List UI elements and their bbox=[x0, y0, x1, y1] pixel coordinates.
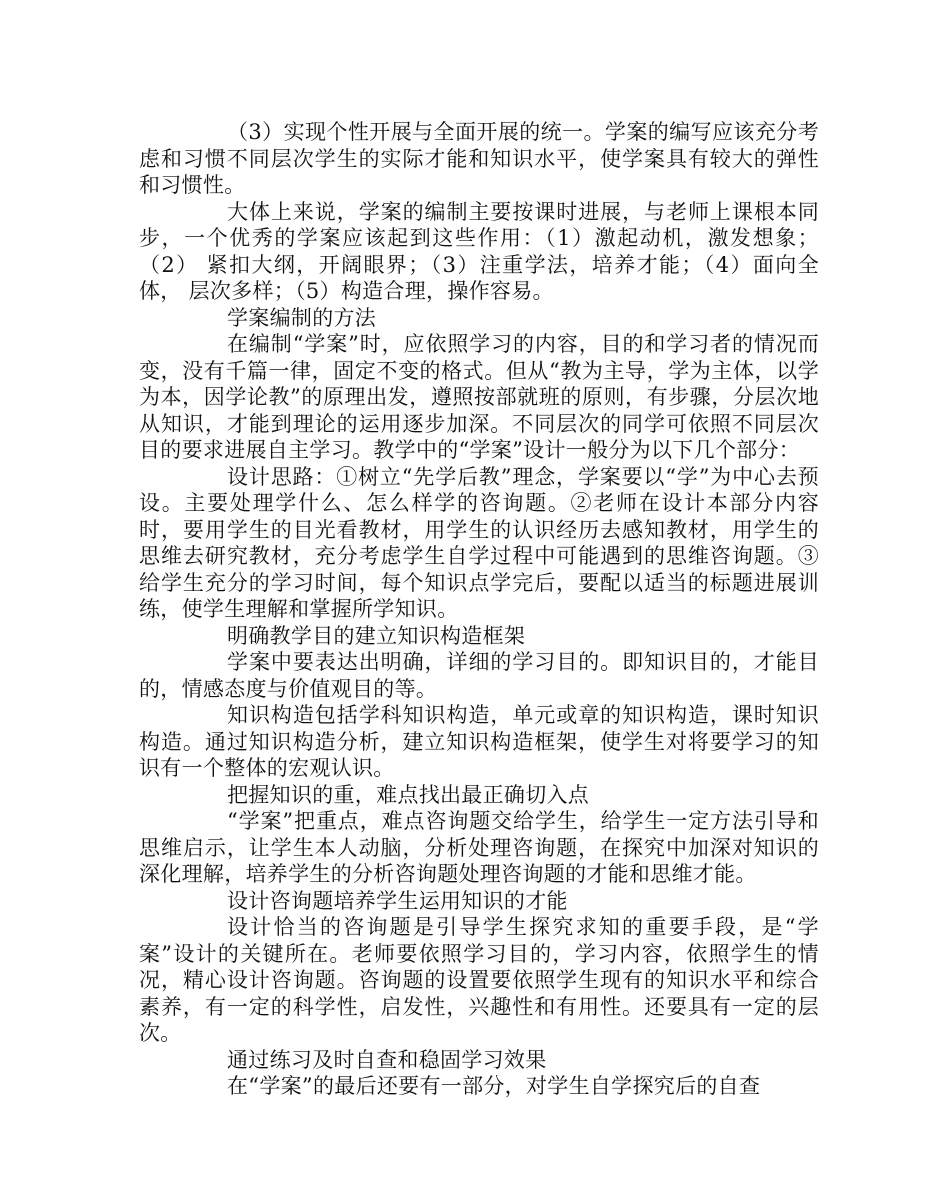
heading-method: 学案编制的方法 bbox=[227, 305, 377, 330]
paragraph-functions: 大体上来说，学案的编制主要按课时进展，与老师上课根本同步，一个优秀的学案应该起到这些作用：（1）激起动机，激发想象；（2） 紧扣大纲，开阔眼界；（3）注重学法，培养才能；（4）面向全体， 层次多样；（5）构造合理，操作容易。 bbox=[139, 199, 819, 303]
heading-objectives: 明确教学目的建立知识构造框架 bbox=[227, 623, 526, 648]
paragraph-practice: 在“学案”的最后还要有一部分，对学生自学探究后的自查 bbox=[227, 1074, 761, 1098]
heading-practice: 通过练习及时自查和稳固学习效果 bbox=[227, 1047, 547, 1072]
paragraph-unity: （3）实现个性开展与全面开展的统一。学案的编写应该充分考虑和习惯不同层次学生的实际才能和知识水平，使学案具有较大的弹性和习惯性。 bbox=[139, 120, 819, 197]
heading-questions: 设计咨询题培养学生运用知识的才能 bbox=[227, 888, 568, 913]
paragraph-key-points: “学案”把重点，难点咨询题交给学生，给学生一定方法引导和思维启示，让学生本人动脑，分析处理咨询题，在探究中加深对知识的深化理解，培养学生的分析咨询题处理咨询题的才能和思维才能。 bbox=[139, 809, 819, 886]
paragraph-knowledge-structure: 知识构造包括学科知识构造，单元或章的知识构造，课时知识构造。通过知识构造分析，建立知识构造框架，使学生对将要学习的知识有一个整体的宏观认识。 bbox=[139, 703, 819, 780]
paragraph-method: 在编制“学案”时，应依照学习的内容，目的和学习者的情况而变，没有千篇一律，固定不变的格式。但从“教为主导，学为主体，以学为本，因学论教”的原理出发，遵照按部就班的原则，有步骤，分层次地从知识，才能到理论的运用逐步加深。不同层次的同学可依照不同层次目的要求进展自主学习。教学中的“学案”设计一般分为以下几个部分： bbox=[139, 332, 819, 462]
paragraph-design-ideas: 设计思路：①树立“先学后教”理念，学案要以“学”为中心去预设。主要处理学什么、怎么样学的咨询题。②老师在设计本部分内容时，要用学生的目光看教材，用学生的认识经历去感知教材，用学生的思维去研究教材，充分考虑学生自学过程中可能遇到的思维咨询题。③给学生充分的学习时间，每个知识点学完后，要配以适当的标题进展训练，使学生理解和掌握所学知识。 bbox=[139, 464, 819, 621]
paragraph-objectives: 学案中要表达出明确，详细的学习目的。即知识目的，才能目的，情感态度与价值观目的等。 bbox=[139, 650, 819, 701]
heading-key-points: 把握知识的重，难点找出最正确切入点 bbox=[227, 782, 590, 807]
paragraph-questions: 设计恰当的咨询题是引导学生探究求知的重要手段，是“学案”设计的关键所在。老师要依照学习目的，学习内容，依照学生的情况，精心设计咨询题。咨询题的设置要依照学生现有的知识水平和综合素养，有一定的科学性，启发性，兴趣性和有用性。还要具有一定的层次。 bbox=[139, 915, 819, 1045]
document-body bbox=[139, 119, 819, 1100]
